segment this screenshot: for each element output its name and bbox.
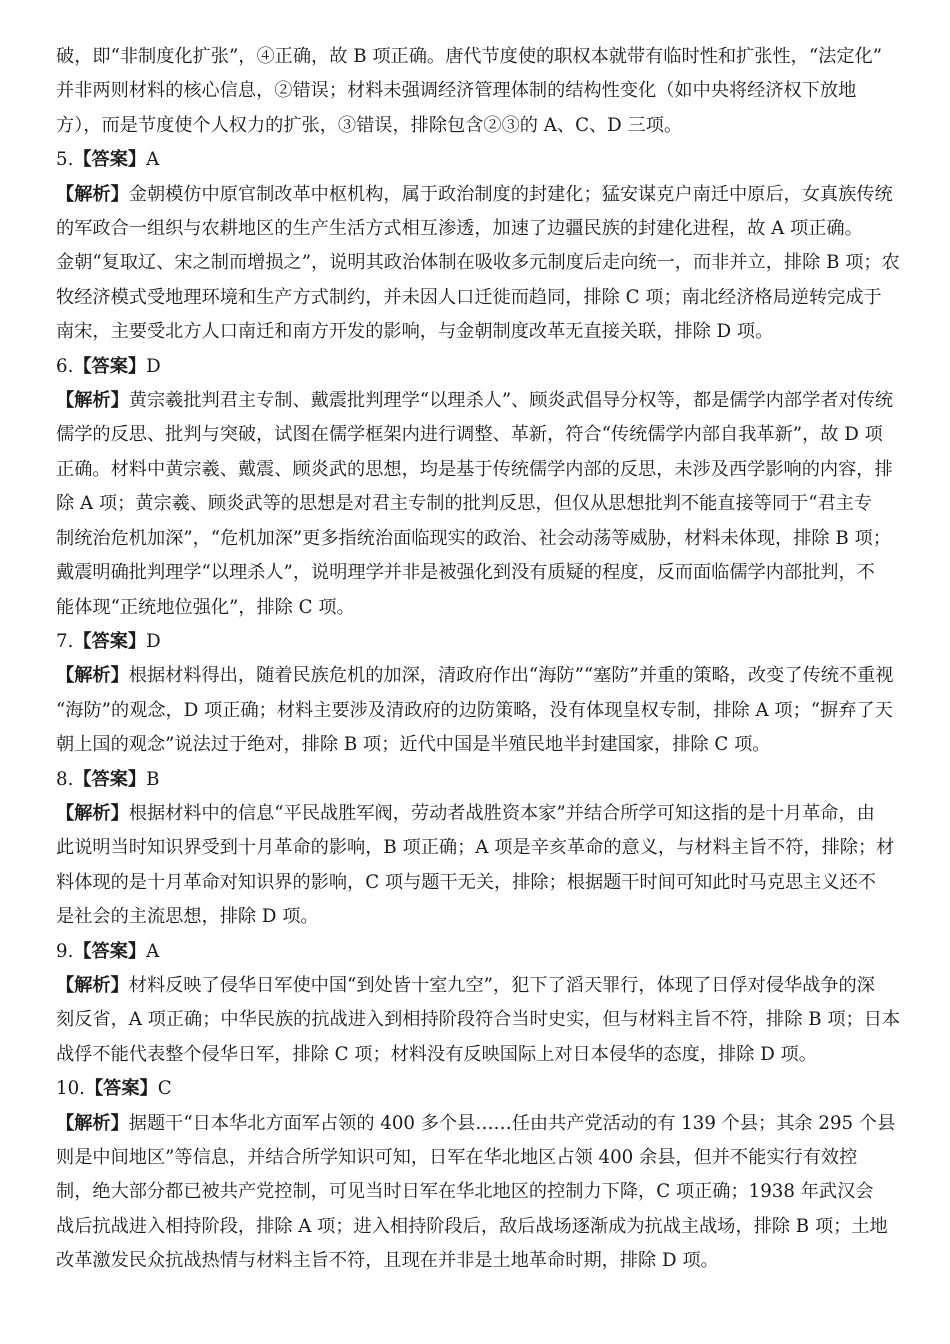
analysis-line: 战后抗战进入相持阶段，排除 A 项；进入相持阶段后，敌后战场逐渐成为抗战主战场，排除 B 项；土地 — [56, 1215, 888, 1237]
text-line: 并非两则材料的核心信息，②错误；材料未强调经济管理体制的结构性变化（如中央将经济权下放地 — [56, 80, 857, 102]
analysis-line: 制统治危机加深”，“危机加深”更多指统治面临现实的政治、社会动荡等威胁，材料未体现，排除 B 项； — [56, 527, 891, 549]
analysis-tag: 【解析】 — [56, 802, 129, 824]
analysis-line: 朝上国的观念”说法过于绝对，排除 B 项；近代中国是半殖民地半封建国家，排除 C 项。 — [56, 734, 771, 756]
analysis-first-line — [56, 384, 894, 418]
analysis-line: 正确。材料中黄宗羲、戴震、顾炎武的思想，均是基于传统儒学内部的反思，未涉及西学影响的内容，排 — [56, 458, 893, 480]
answer-choice: C — [157, 1078, 172, 1100]
analysis-first-line — [56, 969, 894, 1003]
text-line: 方），而是节度使个人权力的扩张，③错误，排除包含②③的 A、C、D 三项。 — [56, 114, 683, 136]
analysis-text: 材料反映了侵华日军使中国“到处皆十室九空”，犯下了滔天罪行，体现了日俘对侵华战争的深 — [128, 974, 875, 996]
answer-choice: D — [146, 630, 161, 652]
text-line: 破，即“非制度化扩张”，④正确，故 B 项正确。唐代节度使的职权本就带有临时性和扩张性，“法定化” — [56, 46, 882, 67]
analysis-line: 则是中间地区”等信息，并结合所学知识可知，日军在华北地区占领 400 余县，但并不能实行有效控 — [56, 1147, 858, 1168]
analysis-text: 黄宗羲批判君主专制、戴震批判理学“以理杀人”、顾炎武倡导分权等，都是儒学内部学者对传统 — [128, 390, 894, 412]
answer-choice: A — [146, 940, 160, 962]
analysis-line: 制，绝大部分都已被共产党控制，可见当时日军在华北地区的控制力下降，C 项正确；1938 年武汉会 — [56, 1181, 874, 1203]
answer-tag: 【答案】 — [84, 1078, 158, 1100]
analysis-tag: 【解析】 — [56, 665, 129, 687]
answer-heading — [56, 350, 894, 384]
analysis-line: 的军政合一组织与农耕地区的生产生活方式相互渗透，加速了边疆民族的封建化进程，故 A 项正确。 — [56, 218, 863, 240]
question-number: 6. — [56, 355, 74, 377]
analysis-line: 改革激发民众抗战热情与材料主旨不符，且现在并非是土地革命时期，排除 D 项。 — [56, 1250, 719, 1272]
analysis-tag: 【解析】 — [56, 974, 129, 996]
analysis-tag: 【解析】 — [56, 390, 129, 412]
analysis-line: 儒学的反思、批判与突破，试图在儒学框架内进行调整、革新，符合“传统儒学内部自我革新”，故 D 项 — [56, 424, 883, 446]
analysis-line: 南宋，主要受北方人口南迁和南方开发的影响，与金朝制度改革无直接关联，排除 D 项。 — [56, 321, 774, 343]
answer-item — [56, 935, 901, 1073]
answer-tag: 【答案】 — [73, 149, 147, 171]
analysis-line: 刻反省，A 项正确；中华民族的抗战进入到相持阶段符合当时史实，但与材料主旨不符，排除 B 项；日本 — [56, 1009, 901, 1031]
intro-paragraph — [56, 40, 894, 143]
answer-heading — [56, 1072, 894, 1106]
analysis-line: 金朝“复取辽、宋之制而增损之”，说明其政治体制在吸收多元制度后走向统一，而非并立，排除 B 项；农 — [56, 252, 900, 274]
answer-item — [56, 143, 900, 349]
analysis-text: 据题干“日本华北方面军占领的 400 多个县……任由共产党活动的有 139 个县；其余 295 个县 — [128, 1112, 896, 1134]
analysis-line: “海防”的观念，D 项正确；材料主要涉及清政府的边防策略，没有体现皇权专制，排除 A 项；“摒弃了天 — [56, 699, 893, 721]
answer-item — [56, 350, 894, 625]
analysis-line: 是社会的主流思想，排除 D 项。 — [56, 906, 319, 928]
analysis-line: 牧经济模式受地理环境和生产方式制约，并未因人口迁徙而趋同，排除 C 项；南北经济格局逆转完成于 — [56, 286, 882, 308]
answer-list — [56, 143, 901, 1278]
analysis-line: 料体现的是十月革命对知识界的影响，C 项与题干无关，排除；根据题干时间可知此时马克思主义还不 — [56, 871, 876, 893]
analysis-tag: 【解析】 — [56, 1112, 129, 1134]
question-number: 7. — [56, 630, 74, 652]
analysis-first-line — [56, 659, 894, 693]
answer-heading — [56, 763, 894, 797]
answer-item — [56, 1072, 894, 1278]
answer-item — [56, 625, 894, 763]
analysis-text: 金朝模仿中原官制改革中枢机构，属于政治制度的封建化；猛安谋克户南迁中原后，女真族传统 — [128, 183, 893, 205]
analysis-line: 能体现“正统地位强化”，排除 C 项。 — [56, 596, 355, 618]
analysis-line: 除 A 项；黄宗羲、顾炎武等的思想是对君主专制的批判反思，但仅从思想批判不能直接等同于“君主专 — [56, 493, 873, 515]
analysis-tag: 【解析】 — [56, 183, 129, 205]
answer-heading — [56, 625, 894, 659]
analysis-line: 此说明当时知识界受到十月革命的影响，B 项正确；A 项是辛亥革命的意义，与材料主旨不符，排除；材 — [56, 837, 895, 859]
answer-choice: B — [146, 768, 160, 790]
question-number: 9. — [56, 940, 74, 962]
analysis-first-line — [56, 797, 894, 831]
analysis-text: 根据材料得出，随着民族危机的加深，清政府作出“海防”“塞防”并重的策略，改变了传统不重视 — [128, 665, 894, 687]
question-number: 10. — [56, 1078, 85, 1100]
answer-tag: 【答案】 — [73, 630, 147, 652]
answer-tag: 【答案】 — [73, 355, 147, 377]
question-number: 5. — [56, 149, 74, 171]
answer-tag: 【答案】 — [73, 940, 147, 962]
analysis-line: 戴震明确批判理学“以理杀人”，说明理学并非是被强化到没有质疑的程度，反而面临儒学内部批判，不 — [56, 562, 875, 584]
answer-heading — [56, 143, 894, 177]
answer-heading — [56, 935, 894, 969]
analysis-text: 根据材料中的信息“平民战胜军阀，劳动者战胜资本家”并结合所学可知这指的是十月革命，由 — [128, 802, 875, 824]
analysis-first-line — [56, 178, 894, 212]
answer-choice: A — [146, 149, 160, 171]
answer-item — [56, 763, 894, 935]
answer-tag: 【答案】 — [73, 768, 147, 790]
analysis-line: 战俘不能代表整个侵华日军，排除 C 项；材料没有反映国际上对日本侵华的态度，排除 D 项。 — [56, 1043, 817, 1065]
answer-choice: D — [146, 355, 161, 377]
question-number: 8. — [56, 768, 74, 790]
analysis-first-line — [56, 1107, 894, 1141]
